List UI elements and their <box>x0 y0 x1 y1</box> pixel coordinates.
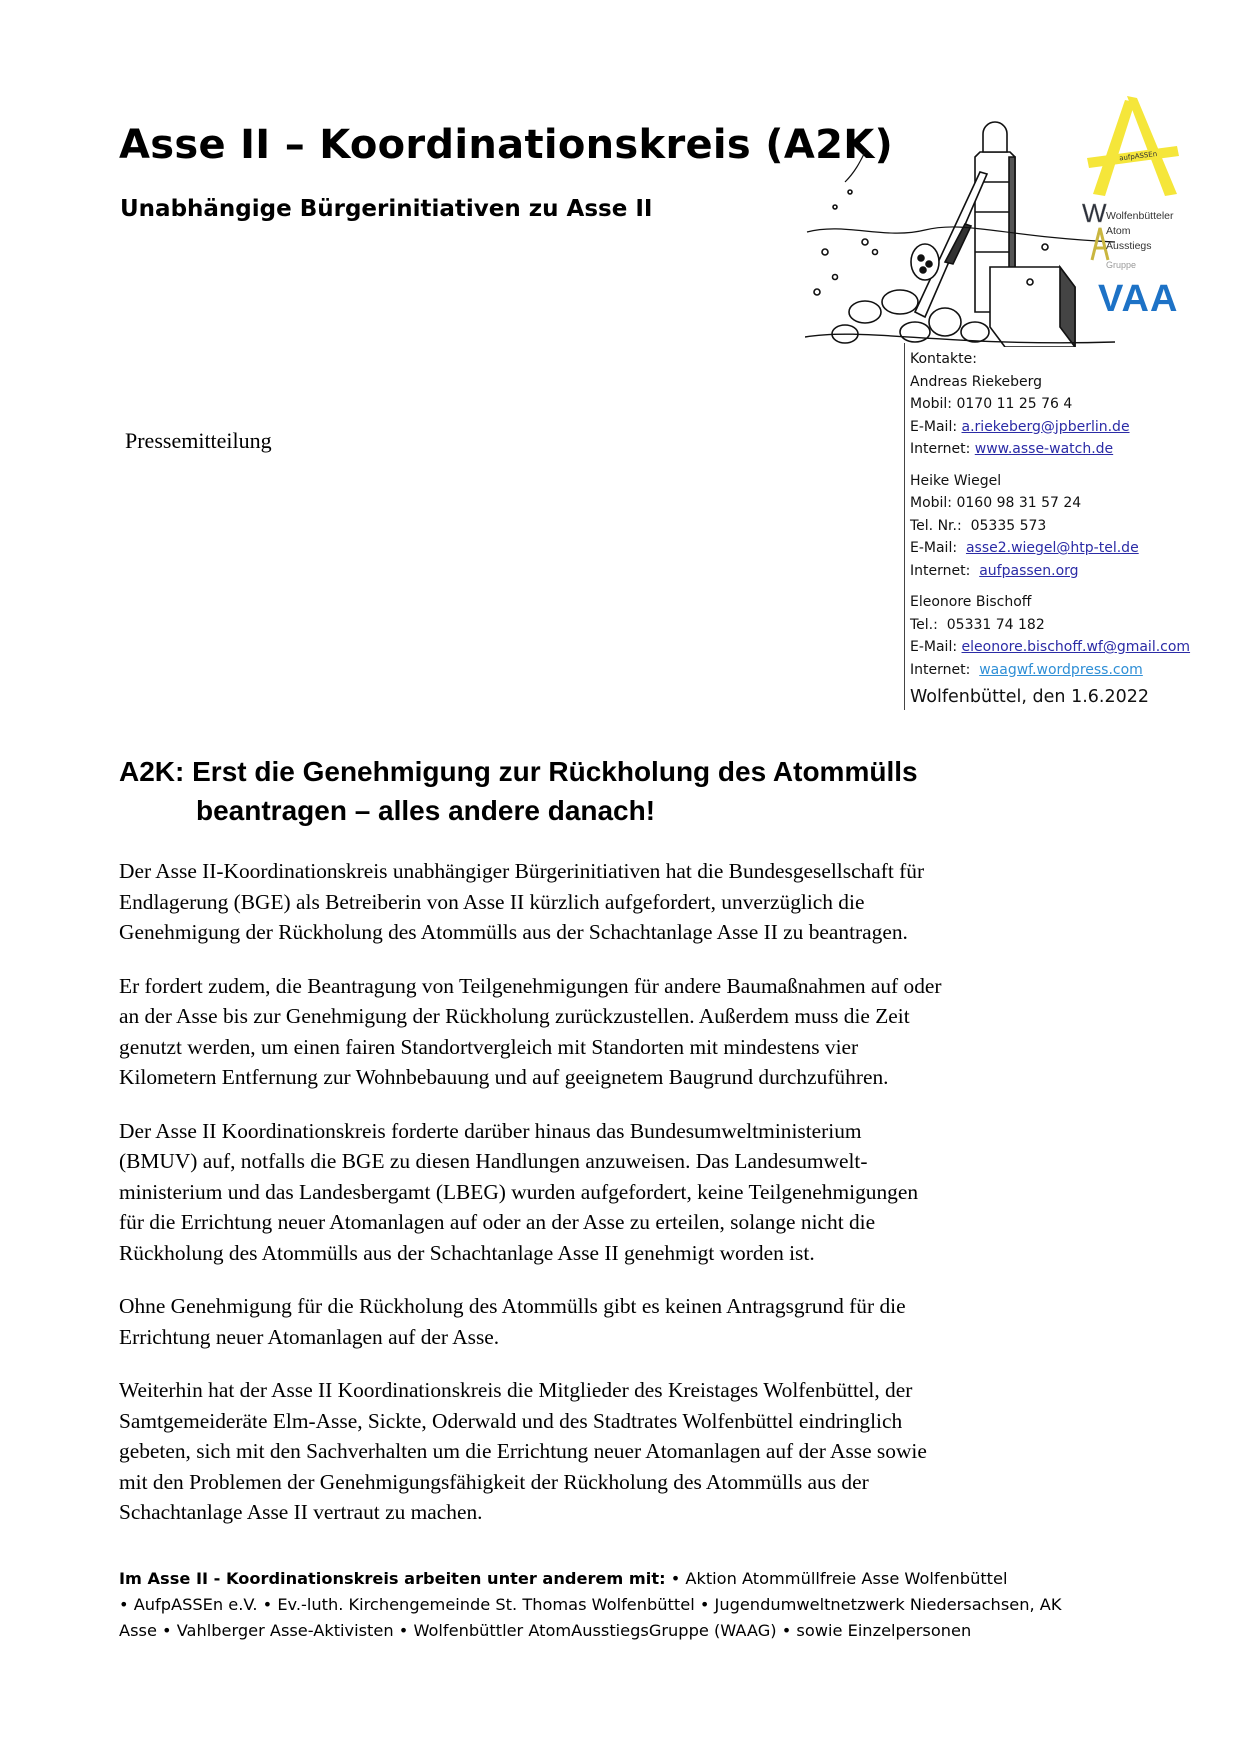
email-link[interactable]: eleonore.bischoff.wf@gmail.com <box>961 639 1191 655</box>
contact-heike-wiegel <box>910 470 1190 583</box>
footer-lead: Im Asse II - Koordinationskreis arbeiten unter anderem mit: <box>119 1569 666 1588</box>
press-release-label: Pressemitteilung <box>125 428 272 453</box>
svg-text:Wolfenbütteler: Wolfenbütteler <box>1106 210 1174 222</box>
aufpassen-logo-icon <box>1085 96 1180 198</box>
waag-logo-icon <box>1082 200 1202 272</box>
place-date: Wolfenbüttel, den 1.6.2022 <box>910 687 1150 707</box>
contact-name: Heike Wiegel <box>910 472 1002 489</box>
website-link[interactable]: aufpassen.org <box>979 562 1079 579</box>
paragraph-1: Der Asse II-Koordinationskreis unabhängiger Bürgerinitiativen hat die Bundesgesellschaft für Endlagerung (BGE) als Betreiberin von Asse II kürzlich aufgefordert, unverzüglich die Genehmigung der Rückholung des Atommülls aus der Schachtanlage Asse II zu beantragen. <box>119 859 925 944</box>
contact-andreas-riekeberg <box>910 371 1190 461</box>
footer-line-3: Asse • Vahlberger Asse-Aktivisten • Wolfenbüttler AtomAusstiegsGruppe (WAAG) • sowie Einzelpersonen <box>119 1621 972 1640</box>
contact-email: E-Mail: a.riekeberg@jpberlin.de <box>910 418 1130 435</box>
contact-internet: Internet: waagwf.wordpress.com <box>910 661 1143 678</box>
website-link[interactable]: waagwf.wordpress.com <box>979 661 1143 678</box>
org-title: Asse II – Koordinationskreis (A2K) <box>119 122 894 168</box>
svg-text:W: W <box>1082 200 1107 228</box>
contact-email: E-Mail: asse2.wiegel@htp-tel.de <box>910 540 1139 556</box>
contact-internet: Internet: www.asse-watch.de <box>910 441 1114 457</box>
headline-line-2: beantragen – alles andere danach! <box>196 795 656 826</box>
paragraph-4: Ohne Genehmigung für die Rückholung des Atommülls gibt es keinen Antragsgrund für die Errichtung neuer Atomanlagen auf der Asse. <box>119 1294 906 1349</box>
mine-shaft-illustration-icon <box>805 112 1115 347</box>
contact-email: E-Mail: eleonore.bischoff.wf@gmail.com <box>910 639 1191 655</box>
contact-phone: Tel.: 05331 74 182 <box>910 616 1045 633</box>
website-link[interactable]: www.asse-watch.de <box>974 441 1114 457</box>
paragraph-2: Er fordert zudem, die Beantragung von Teilgenehmigungen für andere Baumaßnahmen auf oder an der Asse bis zur Genehmigung der Rückholung zurückzustellen. Außerdem muss die Zeit genutzt werden, um einen fairen Standortvergleich mit Standorten mit mindestens vier Kilometern Entfernung zur Wohnbebauung und auf geeignetem Baugrund durchzuführen. <box>119 973 942 1089</box>
paragraph-3: Der Asse II Koordinationskreis forderte darüber hinaus das Bundesumweltministerium (BMUV) auf, notfalls die BGE zu diesen Handlungen anzuweisen. Das Landesumwelt- ministerium und das Landesbergamt (LBEG) wurden aufgefordert, keine Teilgenehmigungen für die Errichtung neuer Atomanlagen auf oder an der Asse zu erteilen, solange nicht die Rückholung des Atommülls aus der Schachtanlage Asse II genehmigt worden ist. <box>119 1118 919 1265</box>
svg-text:Atom: Atom <box>1106 225 1131 237</box>
contact-internet: Internet: aufpassen.org <box>910 562 1079 579</box>
headline-line-1: A2K: Erst die Genehmigung zur Rückholung des Atommülls <box>119 756 918 787</box>
members-footer <box>119 1566 1139 1644</box>
contact-phone: Tel. Nr.: 05335 573 <box>910 517 1047 534</box>
svg-text:aufpASSEn: aufpASSEn <box>1118 149 1158 163</box>
contact-mobile: Mobil: 0160 98 31 57 24 <box>910 495 1082 511</box>
email-link[interactable]: asse2.wiegel@htp-tel.de <box>965 540 1139 556</box>
contacts-divider <box>904 343 905 710</box>
contact-name: Eleonore Bischoff <box>910 594 1032 610</box>
footer-line-1: Im Asse II - Koordinationskreis arbeiten unter anderem mit: • Aktion Atommüllfreie Asse Wolfenbüttel <box>119 1569 1008 1588</box>
headline <box>119 752 918 830</box>
svg-text:Ausstiegs: Ausstiegs <box>1106 240 1152 252</box>
contact-mobile: Mobil: 0170 11 25 76 4 <box>910 396 1073 412</box>
vaa-logo: VAA <box>1098 278 1179 320</box>
contacts-block <box>910 348 1190 710</box>
email-link[interactable]: a.riekeberg@jpberlin.de <box>961 418 1130 435</box>
footer-line-2: • AufpASSEn e.V. • Ev.-luth. Kirchengemeinde St. Thomas Wolfenbüttel • Jugendumweltnetzwerk Niedersachsen, AK <box>119 1595 1062 1614</box>
contact-eleonore-bischoff <box>910 591 1190 681</box>
contacts-heading: Kontakte: <box>910 351 977 367</box>
waag-logo <box>1082 200 1202 272</box>
body-text <box>119 856 1019 1551</box>
org-subtitle: Unabhängige Bürgerinitiativen zu Asse II <box>120 196 653 222</box>
paragraph-5: Weiterhin hat der Asse II Koordinationskreis die Mitglieder des Kreistages Wolfenbüttel, der Samtgemeideräte Elm-Asse, Sickte, Oderwald und des Stadtrates Wolfenbüttel eindringlich gebeten, sich mit den Sachverhalten um die Errichtung neuer Atomanlagen auf der Asse sowie mit den Problemen der Genehmigungsfähigkeit der Rückholung des Atommülls aus der Schachtanlage Asse II vertraut zu machen. <box>119 1378 927 1524</box>
svg-text:Gruppe: Gruppe <box>1106 260 1137 270</box>
contact-name: Andreas Riekeberg <box>910 373 1043 390</box>
